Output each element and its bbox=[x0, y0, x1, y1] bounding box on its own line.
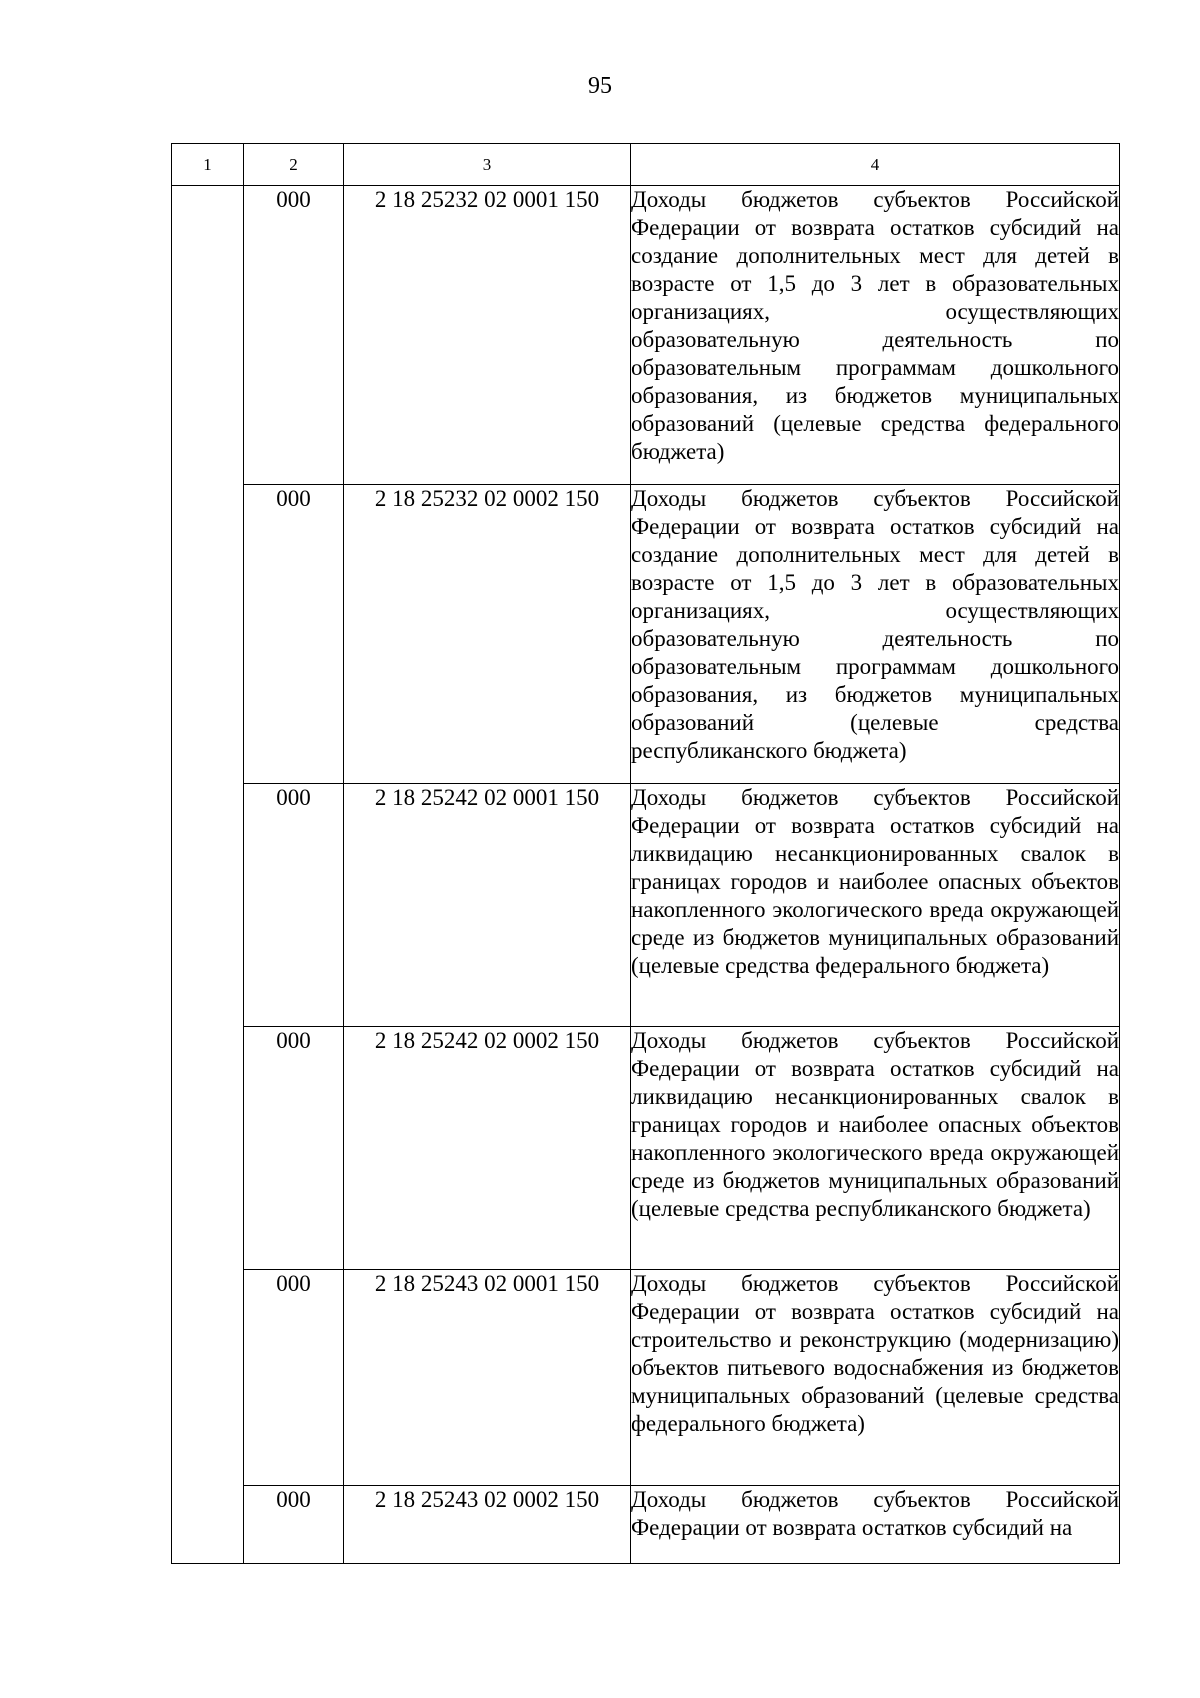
table-row bbox=[172, 784, 1120, 1027]
table-header-row bbox=[172, 144, 1120, 186]
row-budget-code: 2 18 25242 02 0002 150 bbox=[344, 1027, 631, 1270]
row-admin-code: 000 bbox=[244, 485, 344, 784]
table-row bbox=[172, 186, 1120, 485]
table-row bbox=[172, 1270, 1120, 1486]
row-budget-code: 2 18 25243 02 0002 150 bbox=[344, 1486, 631, 1564]
row-cell-1 bbox=[172, 186, 244, 485]
header-cell-4: 4 bbox=[631, 144, 1120, 186]
row-admin-code: 000 bbox=[244, 1270, 344, 1486]
table-row bbox=[172, 485, 1120, 784]
row-admin-code: 000 bbox=[244, 784, 344, 1027]
row-budget-code: 2 18 25232 02 0001 150 bbox=[344, 186, 631, 485]
row-description: Доходы бюджетов субъектов Российской Федерации от возврата остатков субсидий на bbox=[631, 1486, 1120, 1564]
row-budget-code: 2 18 25232 02 0002 150 bbox=[344, 485, 631, 784]
row-cell-1 bbox=[172, 485, 244, 784]
row-admin-code: 000 bbox=[244, 1027, 344, 1270]
row-description: Доходы бюджетов субъектов Российской Федерации от возврата остатков субсидий на строительство и реконструкцию (модернизацию) объектов питьевого водоснабжения из бюджетов муниципальных образований (целевые средства федерального бюджета) bbox=[631, 1270, 1120, 1486]
row-cell-1 bbox=[172, 784, 244, 1027]
header-cell-1: 1 bbox=[172, 144, 244, 186]
row-cell-1 bbox=[172, 1027, 244, 1270]
row-cell-1 bbox=[172, 1486, 244, 1564]
row-description: Доходы бюджетов субъектов Российской Федерации от возврата остатков субсидий на ликвидацию несанкционированных свалок в границах городов и наиболее опасных объектов накопленного экологического вреда окружающей среде из бюджетов муниципальных образований (целевые средства республиканского бюджета) bbox=[631, 1027, 1120, 1270]
row-budget-code: 2 18 25243 02 0001 150 bbox=[344, 1270, 631, 1486]
row-description: Доходы бюджетов субъектов Российской Федерации от возврата остатков субсидий на создание дополнительных мест для детей в возрасте от 1,5 до 3 лет в образовательных организациях, осуществляющих образовательную деятельность по образовательным программам дошкольного образования, из бюджетов муниципальных образований (целевые средства республиканского бюджета) bbox=[631, 485, 1120, 784]
row-description: Доходы бюджетов субъектов Российской Федерации от возврата остатков субсидий на ликвидацию несанкционированных свалок в границах городов и наиболее опасных объектов накопленного экологического вреда окружающей среде из бюджетов муниципальных образований (целевые средства федерального бюджета) bbox=[631, 784, 1120, 1027]
row-cell-1 bbox=[172, 1270, 244, 1486]
budget-codes-table bbox=[171, 143, 1120, 1564]
table-row bbox=[172, 1027, 1120, 1270]
header-cell-3: 3 bbox=[344, 144, 631, 186]
header-cell-2: 2 bbox=[244, 144, 344, 186]
table-row bbox=[172, 1486, 1120, 1564]
page-number: 95 bbox=[588, 73, 612, 99]
row-admin-code: 000 bbox=[244, 186, 344, 485]
row-description: Доходы бюджетов субъектов Российской Федерации от возврата остатков субсидий на создание дополнительных мест для детей в возрасте от 1,5 до 3 лет в образовательных организациях, осуществляющих образовательную деятельность по образовательным программам дошкольного образования, из бюджетов муниципальных образований (целевые средства федерального бюджета) bbox=[631, 186, 1120, 485]
row-admin-code: 000 bbox=[244, 1486, 344, 1564]
row-budget-code: 2 18 25242 02 0001 150 bbox=[344, 784, 631, 1027]
